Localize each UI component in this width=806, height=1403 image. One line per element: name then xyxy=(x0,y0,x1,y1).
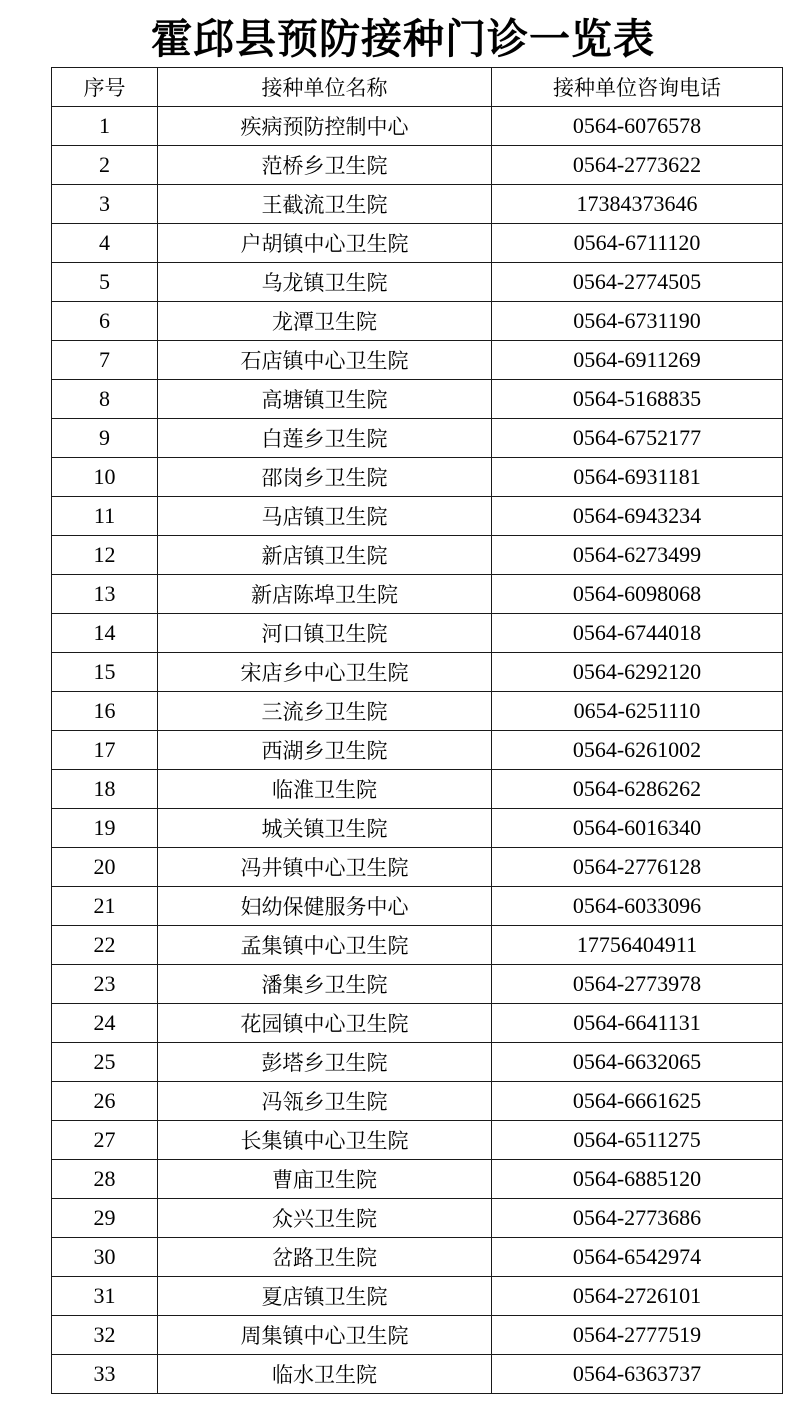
clinic-phone: 0564-2776128 xyxy=(492,848,783,887)
table-row xyxy=(52,380,783,419)
clinic-name: 彭塔乡卫生院 xyxy=(158,1043,492,1082)
column-header-clinic-name: 接种单位名称 xyxy=(158,68,492,107)
table-row xyxy=(52,1121,783,1160)
row-number: 31 xyxy=(52,1277,158,1316)
row-number: 9 xyxy=(52,419,158,458)
clinic-name: 妇幼保健服务中心 xyxy=(158,887,492,926)
clinic-phone: 0564-6016340 xyxy=(492,809,783,848)
row-number: 29 xyxy=(52,1199,158,1238)
row-number: 20 xyxy=(52,848,158,887)
table-row xyxy=(52,926,783,965)
table-row xyxy=(52,614,783,653)
table-row xyxy=(52,692,783,731)
row-number: 26 xyxy=(52,1082,158,1121)
clinic-phone: 0564-6632065 xyxy=(492,1043,783,1082)
clinic-directory-table xyxy=(51,67,783,1394)
row-number: 19 xyxy=(52,809,158,848)
row-number: 32 xyxy=(52,1316,158,1355)
table-row xyxy=(52,1043,783,1082)
clinic-name: 疾病预防控制中心 xyxy=(158,107,492,146)
clinic-phone: 0564-6911269 xyxy=(492,341,783,380)
clinic-phone: 0564-6098068 xyxy=(492,575,783,614)
clinic-name: 长集镇中心卫生院 xyxy=(158,1121,492,1160)
clinic-name: 岔路卫生院 xyxy=(158,1238,492,1277)
clinic-name: 石店镇中心卫生院 xyxy=(158,341,492,380)
clinic-name: 马店镇卫生院 xyxy=(158,497,492,536)
clinic-name: 城关镇卫生院 xyxy=(158,809,492,848)
table-row xyxy=(52,1004,783,1043)
clinic-phone: 0564-6261002 xyxy=(492,731,783,770)
row-number: 5 xyxy=(52,263,158,302)
clinic-phone: 0564-5168835 xyxy=(492,380,783,419)
clinic-phone: 0564-6641131 xyxy=(492,1004,783,1043)
clinic-name: 河口镇卫生院 xyxy=(158,614,492,653)
clinic-name: 新店陈埠卫生院 xyxy=(158,575,492,614)
clinic-name: 户胡镇中心卫生院 xyxy=(158,224,492,263)
row-number: 6 xyxy=(52,302,158,341)
row-number: 8 xyxy=(52,380,158,419)
clinic-name: 邵岗乡卫生院 xyxy=(158,458,492,497)
clinic-phone: 0564-2777519 xyxy=(492,1316,783,1355)
table-row xyxy=(52,302,783,341)
clinic-name: 高塘镇卫生院 xyxy=(158,380,492,419)
row-number: 22 xyxy=(52,926,158,965)
table-body xyxy=(52,107,783,1394)
table-row xyxy=(52,965,783,1004)
row-number: 27 xyxy=(52,1121,158,1160)
clinic-name: 夏店镇卫生院 xyxy=(158,1277,492,1316)
row-number: 28 xyxy=(52,1160,158,1199)
table-row xyxy=(52,809,783,848)
clinic-phone: 0564-6292120 xyxy=(492,653,783,692)
clinic-name: 三流乡卫生院 xyxy=(158,692,492,731)
table-row xyxy=(52,848,783,887)
clinic-phone: 0564-6076578 xyxy=(492,107,783,146)
row-number: 33 xyxy=(52,1355,158,1394)
clinic-phone: 0564-6711120 xyxy=(492,224,783,263)
row-number: 2 xyxy=(52,146,158,185)
clinic-phone: 0564-6885120 xyxy=(492,1160,783,1199)
clinic-phone: 17384373646 xyxy=(492,185,783,224)
clinic-phone: 0564-6752177 xyxy=(492,419,783,458)
row-number: 17 xyxy=(52,731,158,770)
table-row xyxy=(52,146,783,185)
column-header-number: 序号 xyxy=(52,68,158,107)
row-number: 3 xyxy=(52,185,158,224)
row-number: 15 xyxy=(52,653,158,692)
column-header-phone: 接种单位咨询电话 xyxy=(492,68,783,107)
clinic-name: 众兴卫生院 xyxy=(158,1199,492,1238)
clinic-phone: 0564-6286262 xyxy=(492,770,783,809)
table-row xyxy=(52,497,783,536)
clinic-name: 龙潭卫生院 xyxy=(158,302,492,341)
clinic-name: 西湖乡卫生院 xyxy=(158,731,492,770)
row-number: 7 xyxy=(52,341,158,380)
clinic-phone: 0564-6943234 xyxy=(492,497,783,536)
table-row xyxy=(52,185,783,224)
clinic-name: 临淮卫生院 xyxy=(158,770,492,809)
clinic-name: 潘集乡卫生院 xyxy=(158,965,492,1004)
row-number: 30 xyxy=(52,1238,158,1277)
table-row xyxy=(52,1160,783,1199)
clinic-phone: 0564-6731190 xyxy=(492,302,783,341)
table-row xyxy=(52,1199,783,1238)
clinic-phone: 0564-6033096 xyxy=(492,887,783,926)
row-number: 18 xyxy=(52,770,158,809)
clinic-phone: 0564-2773978 xyxy=(492,965,783,1004)
clinic-phone: 0564-2773622 xyxy=(492,146,783,185)
row-number: 4 xyxy=(52,224,158,263)
clinic-name: 孟集镇中心卫生院 xyxy=(158,926,492,965)
row-number: 14 xyxy=(52,614,158,653)
table-row xyxy=(52,887,783,926)
clinic-name: 宋店乡中心卫生院 xyxy=(158,653,492,692)
clinic-name: 白莲乡卫生院 xyxy=(158,419,492,458)
row-number: 12 xyxy=(52,536,158,575)
row-number: 13 xyxy=(52,575,158,614)
table-row xyxy=(52,1238,783,1277)
row-number: 25 xyxy=(52,1043,158,1082)
row-number: 23 xyxy=(52,965,158,1004)
clinic-phone: 17756404911 xyxy=(492,926,783,965)
table-row xyxy=(52,731,783,770)
clinic-phone: 0654-6251110 xyxy=(492,692,783,731)
table-row xyxy=(52,419,783,458)
row-number: 21 xyxy=(52,887,158,926)
clinic-phone: 0564-6931181 xyxy=(492,458,783,497)
row-number: 11 xyxy=(52,497,158,536)
clinic-name: 临水卫生院 xyxy=(158,1355,492,1394)
clinic-name: 花园镇中心卫生院 xyxy=(158,1004,492,1043)
clinic-phone: 0564-2773686 xyxy=(492,1199,783,1238)
clinic-name: 冯井镇中心卫生院 xyxy=(158,848,492,887)
table-row xyxy=(52,1082,783,1121)
clinic-phone: 0564-6661625 xyxy=(492,1082,783,1121)
table-row xyxy=(52,575,783,614)
table-row xyxy=(52,536,783,575)
clinic-name: 王截流卫生院 xyxy=(158,185,492,224)
table-row xyxy=(52,1277,783,1316)
clinic-name: 新店镇卫生院 xyxy=(158,536,492,575)
table-row xyxy=(52,263,783,302)
clinic-name: 冯瓴乡卫生院 xyxy=(158,1082,492,1121)
row-number: 1 xyxy=(52,107,158,146)
row-number: 10 xyxy=(52,458,158,497)
table-row xyxy=(52,224,783,263)
table-row xyxy=(52,770,783,809)
clinic-phone: 0564-2774505 xyxy=(492,263,783,302)
table-row xyxy=(52,341,783,380)
table-header-row xyxy=(52,68,783,107)
clinic-phone: 0564-6744018 xyxy=(492,614,783,653)
table-row xyxy=(52,653,783,692)
clinic-phone: 0564-2726101 xyxy=(492,1277,783,1316)
clinic-name: 范桥乡卫生院 xyxy=(158,146,492,185)
clinic-phone: 0564-6511275 xyxy=(492,1121,783,1160)
clinic-phone: 0564-6363737 xyxy=(492,1355,783,1394)
table-row xyxy=(52,458,783,497)
row-number: 16 xyxy=(52,692,158,731)
table-row xyxy=(52,1316,783,1355)
clinic-name: 周集镇中心卫生院 xyxy=(158,1316,492,1355)
table-row xyxy=(52,107,783,146)
clinic-phone: 0564-6273499 xyxy=(492,536,783,575)
clinic-name: 乌龙镇卫生院 xyxy=(158,263,492,302)
clinic-phone: 0564-6542974 xyxy=(492,1238,783,1277)
table-row xyxy=(52,1355,783,1394)
row-number: 24 xyxy=(52,1004,158,1043)
clinic-name: 曹庙卫生院 xyxy=(158,1160,492,1199)
page-title: 霍邱县预防接种门诊一览表 xyxy=(151,15,655,63)
